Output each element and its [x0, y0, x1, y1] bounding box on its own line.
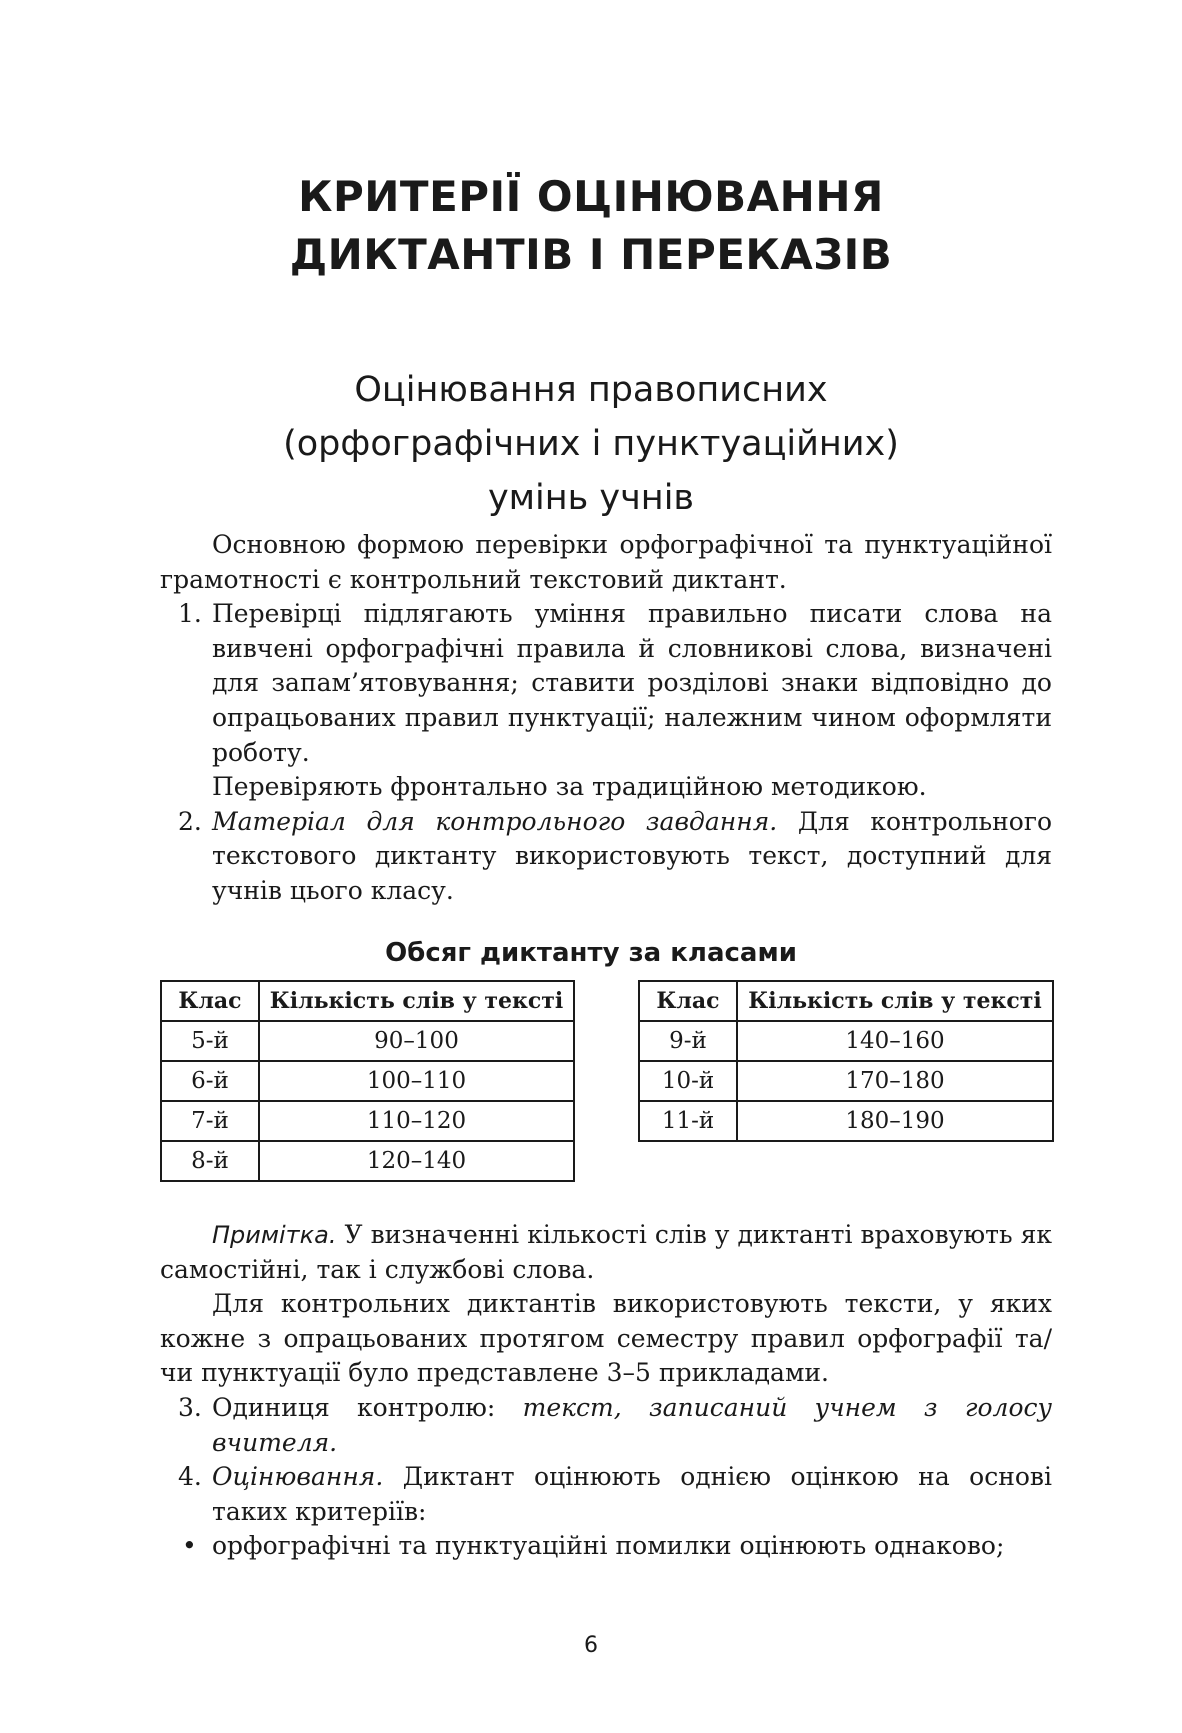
section-heading — [0, 363, 1182, 525]
subtitle-line-1: Оцінювання правописних — [354, 370, 828, 410]
header-words: Кількість слів у тексті — [259, 981, 574, 1021]
cell-class: 10-й — [639, 1061, 737, 1101]
table-row — [161, 1101, 574, 1141]
header-words: Кількість слів у тексті — [737, 981, 1053, 1021]
bullet-item — [160, 1529, 1052, 1564]
cell-class: 5-й — [161, 1021, 259, 1061]
bullet-text: орфографічні та пунктуаційні помилки оцінюють однаково; — [212, 1531, 1005, 1561]
cell-class: 8-й — [161, 1141, 259, 1181]
item-2-text: Для контрольного текстового диктанту використовують текст, доступний для учнів цього класу. — [212, 806, 1052, 905]
subtitle-line-3: умінь учнів — [487, 478, 695, 518]
table-row — [639, 1101, 1053, 1141]
item-4-text: Диктант оцінюють однією оцінкою на основі таких критеріїв: — [212, 1462, 1052, 1526]
note-label: Примітка. — [212, 1221, 337, 1249]
table-row — [639, 1061, 1053, 1101]
list-item-4 — [160, 1460, 1052, 1529]
cell-words: 90–100 — [259, 1021, 574, 1061]
header-class: Клас — [161, 981, 259, 1021]
list-item-1 — [160, 597, 1052, 770]
item-number: 3. — [178, 1392, 202, 1422]
cell-words: 120–140 — [259, 1141, 574, 1181]
cell-words: 180–190 — [737, 1101, 1053, 1141]
item-number: 2. — [178, 806, 202, 836]
cell-words: 170–180 — [737, 1061, 1053, 1101]
table-title: Обсяг диктанту за класами — [385, 938, 797, 968]
cell-class: 9-й — [639, 1021, 737, 1061]
item-3-italic: текст, записаний учнем з голосу вчителя. — [212, 1392, 1053, 1457]
title-line-2: ДИКТАНТІВ І ПЕРЕКАЗІВ — [289, 230, 893, 279]
paragraph-2: Для контрольних диктантів використовують тексти, у яких кожне з опрацьованих протягом семестру правил орфографії та/чи пунктуації було представлене 3–5 прикладами. — [160, 1289, 1052, 1388]
table-row — [161, 1061, 574, 1101]
table-row — [161, 1021, 574, 1061]
title-line-1: КРИТЕРІЇ ОЦІНЮВАННЯ — [298, 172, 884, 221]
upper-text-block — [160, 528, 1052, 909]
table-row — [161, 1141, 574, 1181]
item-number: 1. — [178, 599, 202, 629]
page-title — [0, 168, 1182, 284]
table-header-row — [161, 981, 574, 1021]
volume-table-left — [160, 980, 575, 1182]
subtitle-line-2: (орфографічних і пунктуаційних) — [283, 424, 899, 464]
intro-paragraph: Основною формою перевірки орфографічної та пунктуаційної грамотності є контрольний текстовий диктант. — [160, 530, 1052, 594]
lower-text-block — [160, 1218, 1052, 1564]
table-row — [639, 1021, 1053, 1061]
cell-words: 140–160 — [737, 1021, 1053, 1061]
cell-class: 6-й — [161, 1061, 259, 1101]
item-number: 4. — [178, 1462, 202, 1492]
list-item-2 — [160, 805, 1052, 909]
item-3-text: Одиниця контролю: — [212, 1392, 496, 1422]
item-1-extra: Перевіряють фронтально за традиційною методикою. — [212, 772, 927, 802]
table-header-row — [639, 981, 1053, 1021]
volume-table-right — [638, 980, 1054, 1142]
item-4-label: Оцінювання. — [212, 1462, 384, 1492]
cell-words: 110–120 — [259, 1101, 574, 1141]
item-1-text: Перевірці підлягають уміння правильно писати слова на вивчені орфографічні правила й словникові слова, визначені для запам’ятовування; ставити розділові знаки відповідно до опрацьованих правил пунктуації; належним чином оформляти роботу. — [212, 599, 1052, 767]
note-text: У визначенні кількості слів у диктанті враховують як самостійні, так і службові слова. — [160, 1220, 1053, 1284]
cell-words: 100–110 — [259, 1061, 574, 1101]
cell-class: 11-й — [639, 1101, 737, 1141]
cell-class: 7-й — [161, 1101, 259, 1141]
note-paragraph — [160, 1218, 1052, 1287]
list-item-3 — [160, 1391, 1052, 1460]
header-class: Клас — [639, 981, 737, 1021]
page-number: 6 — [584, 1633, 598, 1658]
bullet-icon: • — [182, 1531, 197, 1561]
item-2-label: Матеріал для контрольного завдання. — [212, 806, 778, 836]
